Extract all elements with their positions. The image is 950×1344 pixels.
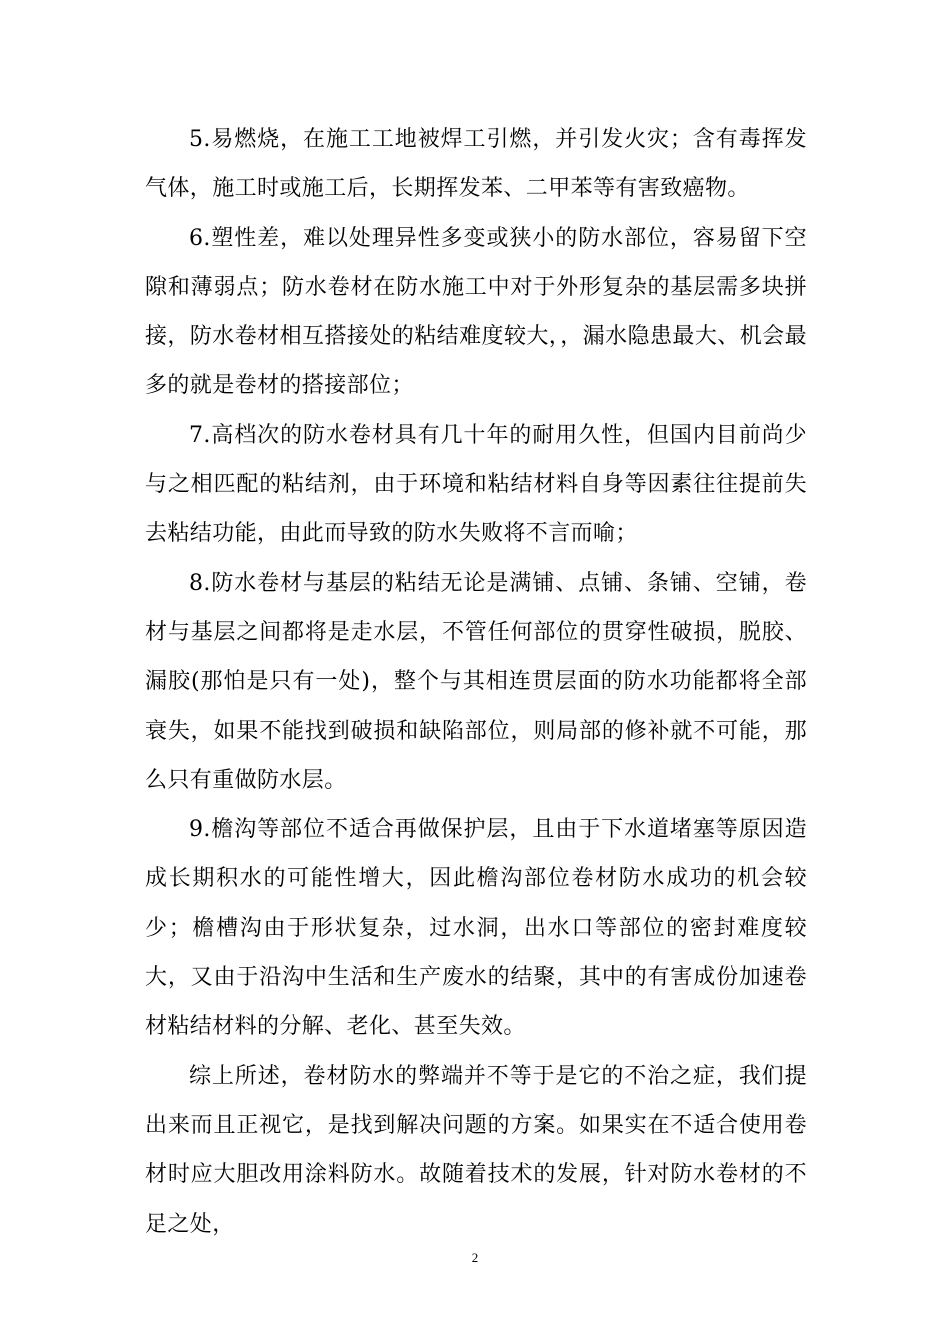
paragraph-item-7: 7.高档次的防水卷材具有几十年的耐用久性，但国内目前尚少与之相匹配的粘结剂，由于环境和粘结材料自身等因素往往提前失去粘结功能，由此而导致的防水失败将不言而喻； — [145, 422, 807, 547]
paragraph-item-9: 9.檐沟等部位不适合再做保护层，且由于下水道堵塞等原因造成长期积水的可能性增大，因此檐沟部位卷材防水成功的机会较少；檐槽沟由于形状复杂，过水洞，出水口等部位的密封难度较大，又由于沿沟中生活和生产废水的结聚，其中的有害成份加速卷材粘结材料的分解、老化、甚至失效。 — [145, 817, 807, 1040]
paragraph-item-5: 5.易燃烧，在施工工地被焊工引燃，并引发火灾；含有毒挥发气体，施工时或施工后，长期挥发苯、二甲苯等有害致癌物。 — [145, 127, 807, 202]
paragraph-summary: 综上所述，卷材防水的弊端并不等于是它的不治之症，我们提出来而且正视它，是找到解决问题的方案。如果实在不适合使用卷材时应大胆改用涂料防水。故随着技术的发展，针对防水卷材的不足之处， — [145, 1063, 807, 1237]
page-number: 2 — [471, 1250, 479, 1265]
body-text — [145, 115, 807, 1249]
paragraph-item-6: 6.塑性差，难以处理异性多变或狭小的防水部位，容易留下空隙和薄弱点；防水卷材在防水施工中对于外形复杂的基层需多块拼接，防水卷材相互搭接处的粘结难度较大，，漏水隐患最大、机会最多的就是卷材的搭接部位； — [145, 225, 807, 399]
paragraph-item-8: 8.防水卷材与基层的粘结无论是满铺、点铺、条铺、空铺，卷材与基层之间都将是走水层，不管任何部位的贯穿性破损，脱胶、漏胶(那怕是只有一处)，整个与其相连贯层面的防水功能都将全部衰失，如果不能找到破损和缺陷部位，则局部的修补就不可能，那么只有重做防水层。 — [145, 570, 807, 793]
